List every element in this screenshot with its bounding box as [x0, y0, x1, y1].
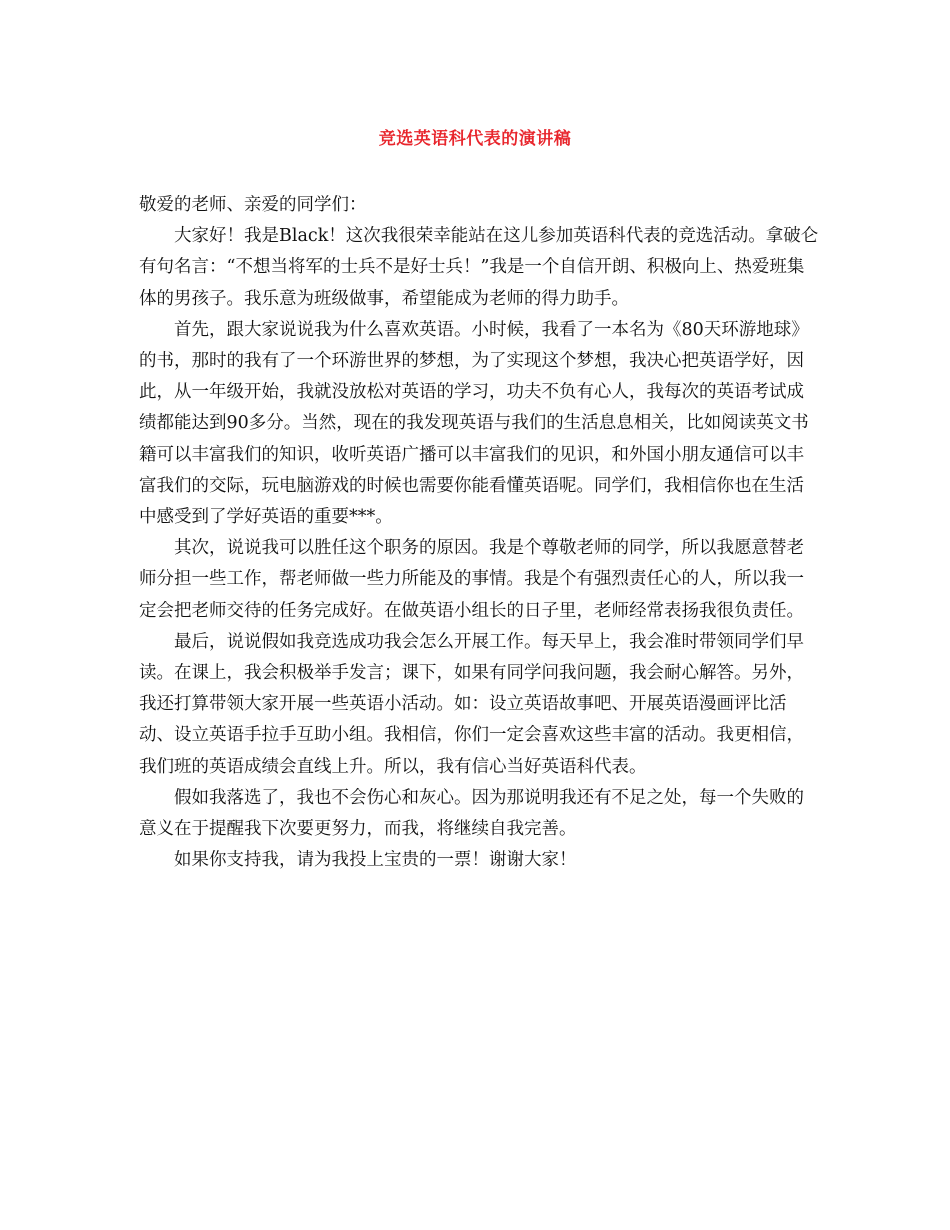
document-title: 竞选英语科代表的演讲稿 — [378, 129, 572, 149]
paragraph-qualification: 其次，说说我可以胜任这个职务的原因。我是个尊敬老师的同学，所以我愿意替老师分担一些工作，帮老师做一些力所能及的事情。我是个有强烈责任心的人，所以我一定会把老师交待的任务完成好。在做英语小组长的日子里，老师经常表扬我很负责任。 — [139, 538, 804, 621]
paragraph-plans: 最后，说说假如我竞选成功我会怎么开展工作。每天早上，我会准时带领同学们早读。在课上，我会积极举手发言；课下，如果有同学问我问题，我会耐心解答。另外，我还打算带领大家开展一些英语小活动。如：设立英语故事吧、开展英语漫画评比活动、设立英语手拉手互助小组。我相信，你们一定会喜欢这些丰富的活动。我更相信，我们班的英语成绩会直线上升。所以，我有信心当好英语科代表。 — [139, 631, 804, 777]
paragraph-closing: 如果你支持我，请为我投上宝贵的一票！谢谢大家！ — [174, 850, 577, 871]
salutation: 敬爱的老师、亲爱的同学们： — [139, 195, 367, 215]
paragraph-if-lose: 假如我落选了，我也不会伤心和灰心。因为那说明我还有不足之处，每一个失败的意义在于提醒我下次要更努力，而我，将继续自我完善。 — [139, 787, 804, 840]
paragraph-why-english: 首先，跟大家说说我为什么喜欢英语。小时候，我看了一本名为《80天环游地球》的书，那时的我有了一个环游世界的梦想，为了实现这个梦想，我决心把英语学好，因此，从一年级开始，我就没放松对英语的学习，功夫不负有心人，我每次的英语考试成绩都能达到90多分。当然，现在的我发现英语与我们的生活息息相关，比如阅读英文书籍可以丰富我们的知识，收听英语广播可以丰富我们的见识，和外国小朋友通信可以丰富我们的交际，玩电脑游戏的时候也需要你能看懂英语呢。同学们，我相信你也在生活中感受到了学好英语的重要***。 — [139, 319, 809, 528]
paragraph-greeting: 大家好！我是Black！这次我很荣幸能站在这儿参加英语科代表的竞选活动。拿破仑有句名言：“不想当将军的士兵不是好士兵！”我是一个自信开朗、积极向上、热爱班集体的男孩子。我乐意为班级做事，希望能成为老师的得力助手。 — [139, 226, 819, 309]
document-body — [139, 190, 819, 876]
